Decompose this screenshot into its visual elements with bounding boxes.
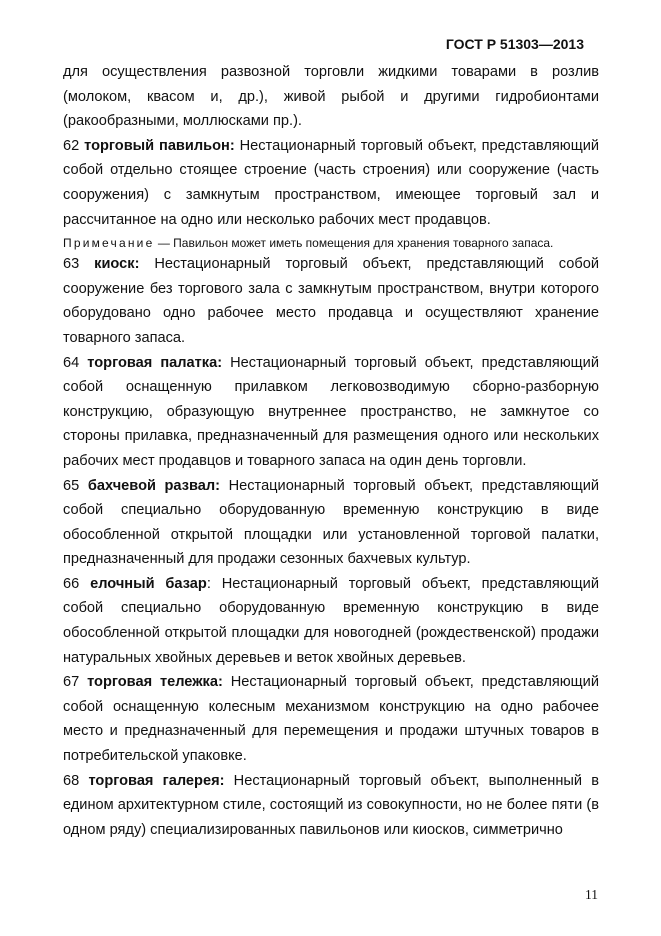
- term-definition: : Нестационарный торговый объект, представляющий собой специально оборудованную временную конструкцию в виде обособленной открытой площадки для новогодней (рождественской) продажи натуральных хвойных деревьев и веток хвойных деревьев.: [63, 575, 599, 666]
- term-63: [63, 252, 599, 350]
- term-title: торговая тележка:: [87, 674, 223, 691]
- document-body: [63, 60, 599, 842]
- term-number: 62: [63, 137, 80, 154]
- note: [63, 234, 599, 252]
- term-title: торговая палатка:: [87, 354, 223, 371]
- term-number: 68: [63, 772, 80, 789]
- term-definition: Нестационарный торговый объект, выполненный в едином архитектурном стиле, состоящий из совокупности, но не более пяти (в одном ряду) специализированных павильонов или киосков, симметрично: [63, 772, 600, 838]
- term-number: 63: [63, 256, 80, 273]
- term-definition: Нестационарный торговый объект, представляющий собой отдельно стоящее строение (часть строения) или сооружение (часть сооружения) с замкнутым пространством, имеющее торговый зал и рассчитанное на одно или несколько рабочих мест продавцов.: [63, 137, 599, 228]
- term-67: [63, 670, 599, 768]
- term-number: 64: [63, 354, 80, 371]
- term-number: 65: [63, 477, 80, 494]
- term-title: бахчевой развал:: [87, 477, 221, 494]
- term-number: 66: [63, 575, 80, 592]
- term-66: [63, 572, 599, 670]
- document-standard-header: ГОСТ Р 51303—2013: [445, 36, 584, 52]
- page-number: 11: [585, 887, 598, 902]
- term-62: [63, 134, 599, 232]
- note-text: Павильон может иметь помещения для хранения товарного запаса.: [173, 236, 554, 251]
- term-number: 67: [63, 674, 80, 691]
- note-label: Примечание: [63, 236, 155, 251]
- term-title: торговая галерея:: [88, 772, 225, 789]
- term-definition: Нестационарный торговый объект, представляющий собой специально оборудованную временную конструкцию в виде обособленной открытой площадки или установленной торговой палатки, предназначенный для продажи сезонных бахчевых культур.: [63, 477, 600, 568]
- note-dash: —: [157, 236, 170, 251]
- term-definition: Нестационарный торговый объект, представляющий собой сооружение без торгового зала с замкнутым пространством, внутри которого оборудовано одно рабочее место продавца и осуществляют хранение товарного запаса.: [63, 256, 599, 346]
- continuation-paragraph: для осуществления развозной торговли жидкими товарами в розлив (молоком, квасом и, др.), живой рыбой и другими гидробионтами (ракообразными, моллюсками пр.).: [63, 64, 599, 130]
- term-title: торговый павильон:: [84, 137, 235, 154]
- term-65: [63, 474, 599, 572]
- term-definition: Нестационарный торговый объект, представляющий собой оснащенную колесным механизмом конструкцию на одно рабочее место и предназначенный для перемещения и продажи штучных товаров в потребительской упаковке.: [63, 674, 599, 765]
- term-64: [63, 351, 599, 474]
- term-definition: Нестационарный торговый объект, представляющий собой оснащенную прилавком легковозводимую сборно-разборную конструкцию, образующую внутреннее пространство, не замкнутое со стороны прилавка, предназначенный для размещения одного или нескольких рабочих мест продавцов и товарного запаса на один день торговли.: [63, 354, 599, 469]
- term-title: елочный базар: [90, 575, 207, 592]
- term-title: киоск:: [94, 256, 140, 273]
- term-68: [63, 769, 599, 843]
